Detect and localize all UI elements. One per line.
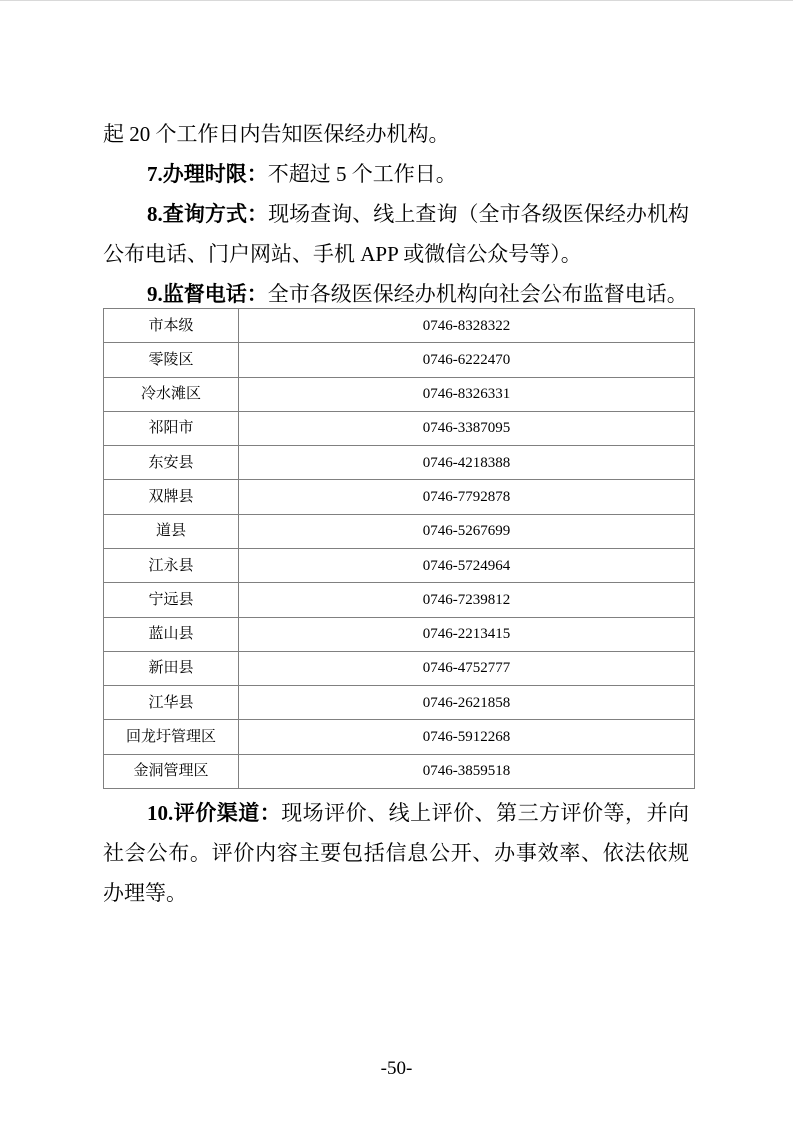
phone-cell: 0746-4752777 bbox=[239, 651, 695, 685]
paragraph-item10 bbox=[103, 793, 689, 913]
item7-label: 7.办理时限： bbox=[147, 162, 268, 186]
table-row bbox=[104, 377, 695, 411]
body-text-top bbox=[103, 114, 689, 314]
body-text-closing bbox=[103, 793, 689, 913]
item9-text: 全市各级医保经办机构向社会公布监督电话。 bbox=[267, 282, 688, 306]
table-row bbox=[104, 411, 695, 445]
table-row bbox=[104, 686, 695, 720]
table-row bbox=[104, 720, 695, 754]
paragraph-continuation bbox=[103, 114, 689, 154]
region-cell: 双牌县 bbox=[104, 480, 239, 514]
region-cell: 金洞管理区 bbox=[104, 754, 239, 788]
phone-cell: 0746-3859518 bbox=[239, 754, 695, 788]
phone-cell: 0746-2213415 bbox=[239, 617, 695, 651]
region-cell: 东安县 bbox=[104, 446, 239, 480]
supervision-phone-table bbox=[103, 308, 695, 789]
item8-text: 现场查询、线上查询（全市各级医保经办机构公布电话、门户网站、手机 APP 或微信公众号等）。 bbox=[103, 202, 690, 266]
table-row bbox=[104, 446, 695, 480]
phone-cell: 0746-8328322 bbox=[239, 309, 695, 343]
region-cell: 零陵区 bbox=[104, 343, 239, 377]
phone-cell: 0746-5912268 bbox=[239, 720, 695, 754]
region-cell: 新田县 bbox=[104, 651, 239, 685]
table-row bbox=[104, 583, 695, 617]
phone-cell: 0746-2621858 bbox=[239, 686, 695, 720]
item10-label: 10.评价渠道： bbox=[147, 801, 282, 825]
phone-cell: 0746-7792878 bbox=[239, 480, 695, 514]
region-cell: 蓝山县 bbox=[104, 617, 239, 651]
table-row bbox=[104, 343, 695, 377]
phone-cell: 0746-5267699 bbox=[239, 514, 695, 548]
paragraph-text: 起 20 个工作日内告知医保经办机构。 bbox=[103, 122, 450, 146]
region-cell: 江华县 bbox=[104, 686, 239, 720]
region-cell: 祁阳市 bbox=[104, 411, 239, 445]
page-number: -50- bbox=[380, 1058, 413, 1079]
item7-text: 不超过 5 个工作日。 bbox=[267, 162, 457, 186]
paragraph-item8 bbox=[103, 194, 689, 274]
table-row bbox=[104, 514, 695, 548]
table-row bbox=[104, 548, 695, 582]
paragraph-item7 bbox=[103, 154, 689, 194]
region-cell: 宁远县 bbox=[104, 583, 239, 617]
phone-cell: 0746-6222470 bbox=[239, 343, 695, 377]
item10-text: 现场评价、线上评价、第三方评价等，并向社会公布。评价内容主要包括信息公开、办事效率、依法依规办理等。 bbox=[103, 801, 689, 905]
region-cell: 江永县 bbox=[104, 548, 239, 582]
table-row bbox=[104, 651, 695, 685]
region-cell: 回龙圩管理区 bbox=[104, 720, 239, 754]
region-cell: 市本级 bbox=[104, 309, 239, 343]
phone-cell: 0746-4218388 bbox=[239, 446, 695, 480]
table-row bbox=[104, 617, 695, 651]
phone-cell: 0746-7239812 bbox=[239, 583, 695, 617]
phone-cell: 0746-3387095 bbox=[239, 411, 695, 445]
region-cell: 道县 bbox=[104, 514, 239, 548]
region-cell: 冷水滩区 bbox=[104, 377, 239, 411]
table-row bbox=[104, 754, 695, 788]
item8-label: 8.查询方式： bbox=[147, 202, 269, 226]
item9-label: 9.监督电话： bbox=[147, 282, 268, 306]
table-row bbox=[104, 480, 695, 514]
table-row bbox=[104, 309, 695, 343]
phone-cell: 0746-5724964 bbox=[239, 548, 695, 582]
phone-cell: 0746-8326331 bbox=[239, 377, 695, 411]
